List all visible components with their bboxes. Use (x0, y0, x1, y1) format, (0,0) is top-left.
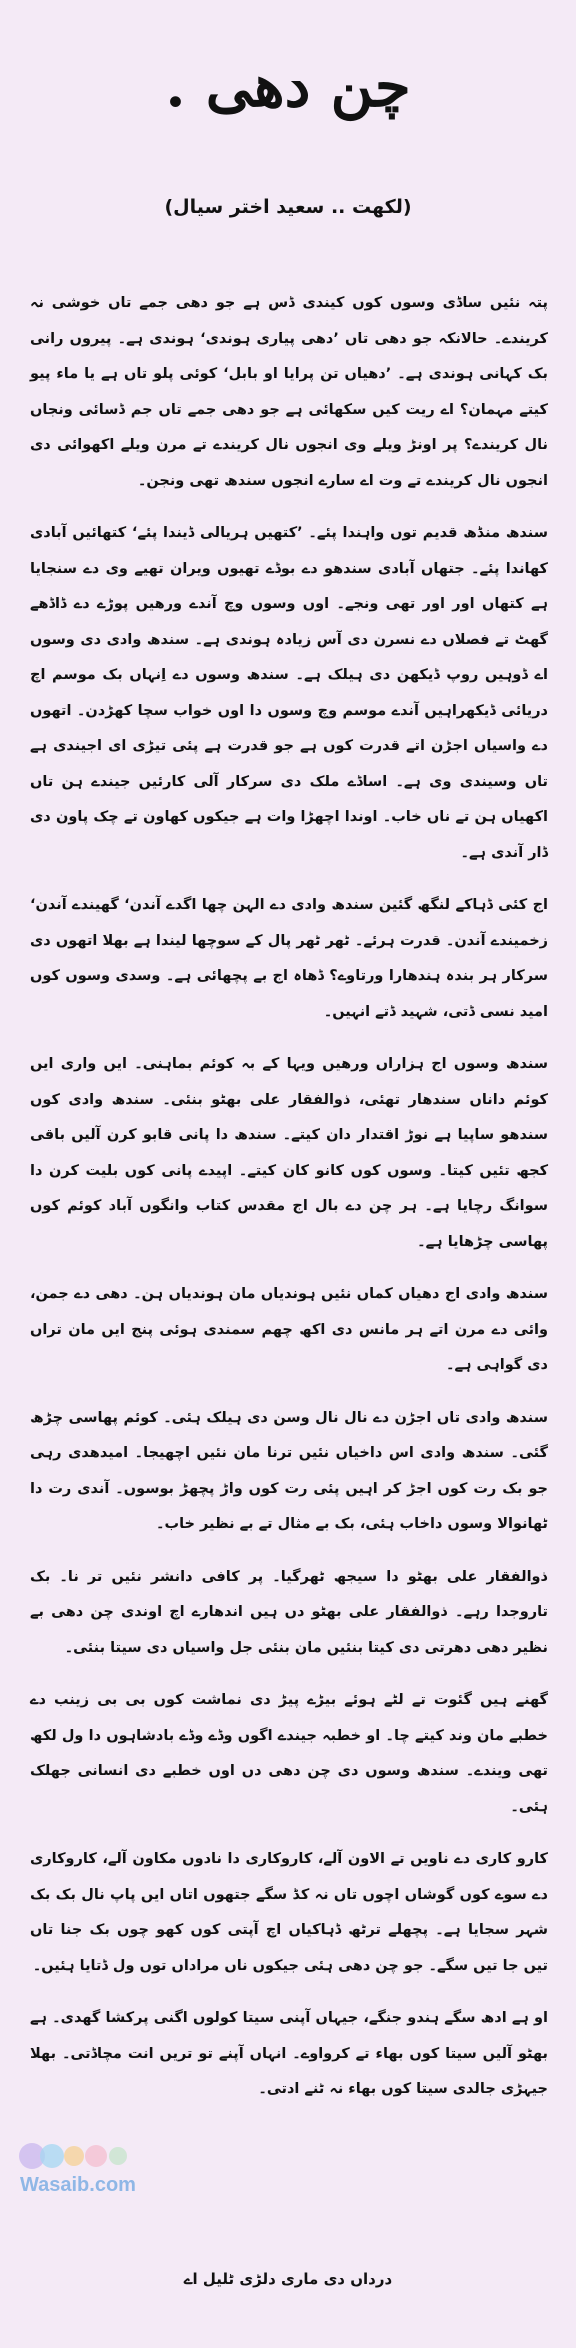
paragraph: گھنے ہیں گئوت تے لٹے ہوئے بیڑے پیڑ دی نماشت کوں بی بی زینب دے خطبے مان وند کیتے چا۔ او خطبہ جیندے اگوں وڈے وڈے بادشاہوں دا ول لکھ تھی ویندے۔ سندھ وسوں دی چن دھی دں اوں خطبے دی انسانی جھلک ہئی۔ (30, 1692, 548, 1815)
paragraph: سندھ وسوں اج ہزاراں ورھیں ویہا کے بہ کوئم بماہنی۔ ایں واری ایں کوئم داناں سندھار تھئی، ذوالفقار علی بھٹو بنئی۔ سندھ وادی کوں سندھو ساپیا ہے نوڑ اقتدار دان کیتے۔ سندھ دا پانی قابو کرن آلیں باقی کجھ تئیں کیتا۔ وسوں کوں کانو کان کیتے۔ اپیدے پانی کوں بلیت کرن دا سوانگ رچایا ہے۔ ہر چن دے بال اج مقدس کتاب وانگوں آباد کوئم کوں پھاسی چڑھایا ہے۔ (30, 1056, 548, 1250)
wasaib-logo (14, 2140, 164, 2200)
logo-circle (64, 2146, 84, 2166)
paragraph: کارو کاری دے ناویں تے الاون آلے، کاروکاری دا نادوں مکاون آلے، کاروکاری دے سوے کوں گوشاں اچوں تاں نہ کڈ سگے جتھوں اتاں ایں پاپ نال بک بک شہر سجایا ہے۔ پچھلے ترٹھ ڈہاکیاں اچ آپتی کوں کھو چوں بک جنا تاں تیں جا تیں سگے۔ جو چن دھی ہئی جیکوں ناں مراداں توں ول ڈتایا ہئیں۔ (30, 1851, 548, 1974)
paragraph: او ہے ادھ سگے ہندو جنگے، جیہاں آپنی سیتا کولوں اگنی پرکشا گھدی۔ ہے بھٹو آلیں سیتا کوں بھاء تے کرواوے۔ انہاں آپنے تو تریں انت مچاڈتی۔ بھلا جیہڑی جالدی سیتا کوں بھاء نہ ٹنے ادتی۔ (30, 2010, 548, 2097)
logo-circles-icon (18, 2140, 138, 2172)
logo-circle (85, 2145, 107, 2167)
paragraph: پتہ نئیں ساڈی وسوں کوں کیندی ڈس ہے جو دھی جمے تاں خوشی نہ کریندے۔ حالانکہ جو دھی تاں ’دھی پیاری ہوندی‘ ہوندی ہے۔ پیروں رانی بک کہانی ہوندی ہے۔ ’دھیاں تن پرایا او بابل‘ کوئی پلو تاں ہے یا ماء پیو کیتے مہمان؟ اے ریت کیں سکھائی ہے جو دھی جمے تاں جم ڈسائی ونجاں نال کریندے؟ پر اونڑ ویلے وی انجوں نال کریندے تے مرن ویلے اکھوائی دی انجوں نال کریندے تے وت اے سارے انجوں سندھ تھی ونجن۔ (30, 295, 548, 489)
paragraph: اج کئی ڈہاکے لنگھ گئین سندھ وادی دے الہن چھا اگدے آندن‘ گھیندے آندن‘ زخمیندے آندن۔ قدرت ہرئے۔ ٹھر ٹھر پال کے سوچھا لیندا ہے بھلا اتھوں دی سرکار ہر بندہ ہندھارا ورتاوے؟ ڈھاہ اج بے پچھائی ہے۔ وسدی وسوں کوں امید نسی ڈتی، شہید ڈتے انہیں۔ (30, 897, 548, 1020)
logo-text: Wasaib.com (20, 2174, 136, 2196)
paragraph: سندھ وادی تاں اجڑن دے نال نال وسن دی ہیلک ہئی۔ کوئم پھاسی چڑھ گئی۔ سندھ وادی اس داخیاں نئیں ترنا مان نئیں اچھیجا۔ امیدھدی رہی جو بک رت کوں اجڑ کر اہیں پئی رت کوں واڑ پچھڑ بوسوں۔ آندی رت دا ٹھانوالا وسوں داخاب ہئی، بک بے مثال تے بے نظیر خاب۔ (30, 1409, 548, 1532)
logo-circle (40, 2144, 64, 2168)
paragraph: سندھ وادی اج دھیاں کماں نئیں ہوندیاں مان ہوندیاں ہن۔ دھی دے جمن، وائی دے مرن اتے ہر مانس دی اکھ چھم سمندی ہوئی پنج ایں مان تراں دی گواہی ہے۔ (30, 1286, 548, 1373)
paragraph: ذوالفقار علی بھٹو دا سیجھ ٹھرگیا۔ پر کافی دانشر نئیں تر نا۔ بک تاروجدا رہے۔ ذوالفقار علی بھٹو دں ہیں اندھارے اچ اوندی چن دھی بے نظیر دھی دھرتی دی کیتا بنئیں مان بنئی جل واسیاں دی سیتا بنئی۔ (30, 1568, 548, 1656)
article-title: چن دھی . (165, 52, 411, 120)
author-byline: (لکھت .. سعید اختر سیال) (164, 196, 412, 218)
logo-circle (109, 2147, 127, 2165)
paragraph: سندھ منڈھ قدیم توں واہندا پئے۔ ’کتھیں ہریالی ڈیندا پئے‘ کتھائیں آبادی کھاندا پئے۔ جتھاں آبادی سندھو دے بوڈے تھیوں ویران تھیے وی دے سنجایا ہے کتھاں اور اور تھی ونجے۔ اوں وسوں وچ آندے ورھیں پوڑے دے ڈاڈھے گھٹ تے فصلاں دے نسرن دی آس زیادہ ہوندی ہے۔ سندھ وادی دی وسوں اے ڈوہیں روپ ڈیکھن دی ہیلک ہے۔ سندھ وسوں دے اِنہاں بک موسم اچ دریائی ڈیکھراہیں آندے موسم وچ وسوں دا اوں خواب سچا کھڑدن۔ اتھوں دے واسیاں اجڑن اتے قدرت کوں ہے جو قدرت ہے پئی تیڑی ای اجیندی ہے تاں وسیندی وی ہے۔ اساڈے ملک دی سرکار آلی کارئیں جیندے ہن تاں اکھیاں ہن تے ناں خاب۔ اوندا اچھڑا وات ہے جیکوں کھاون تے چک پاون دی ڈار آندی ہے۔ (30, 525, 548, 861)
closing-line: درداں دی ماری دلڑی ٹلیل اے (183, 2270, 393, 2288)
article-body (30, 286, 548, 2125)
